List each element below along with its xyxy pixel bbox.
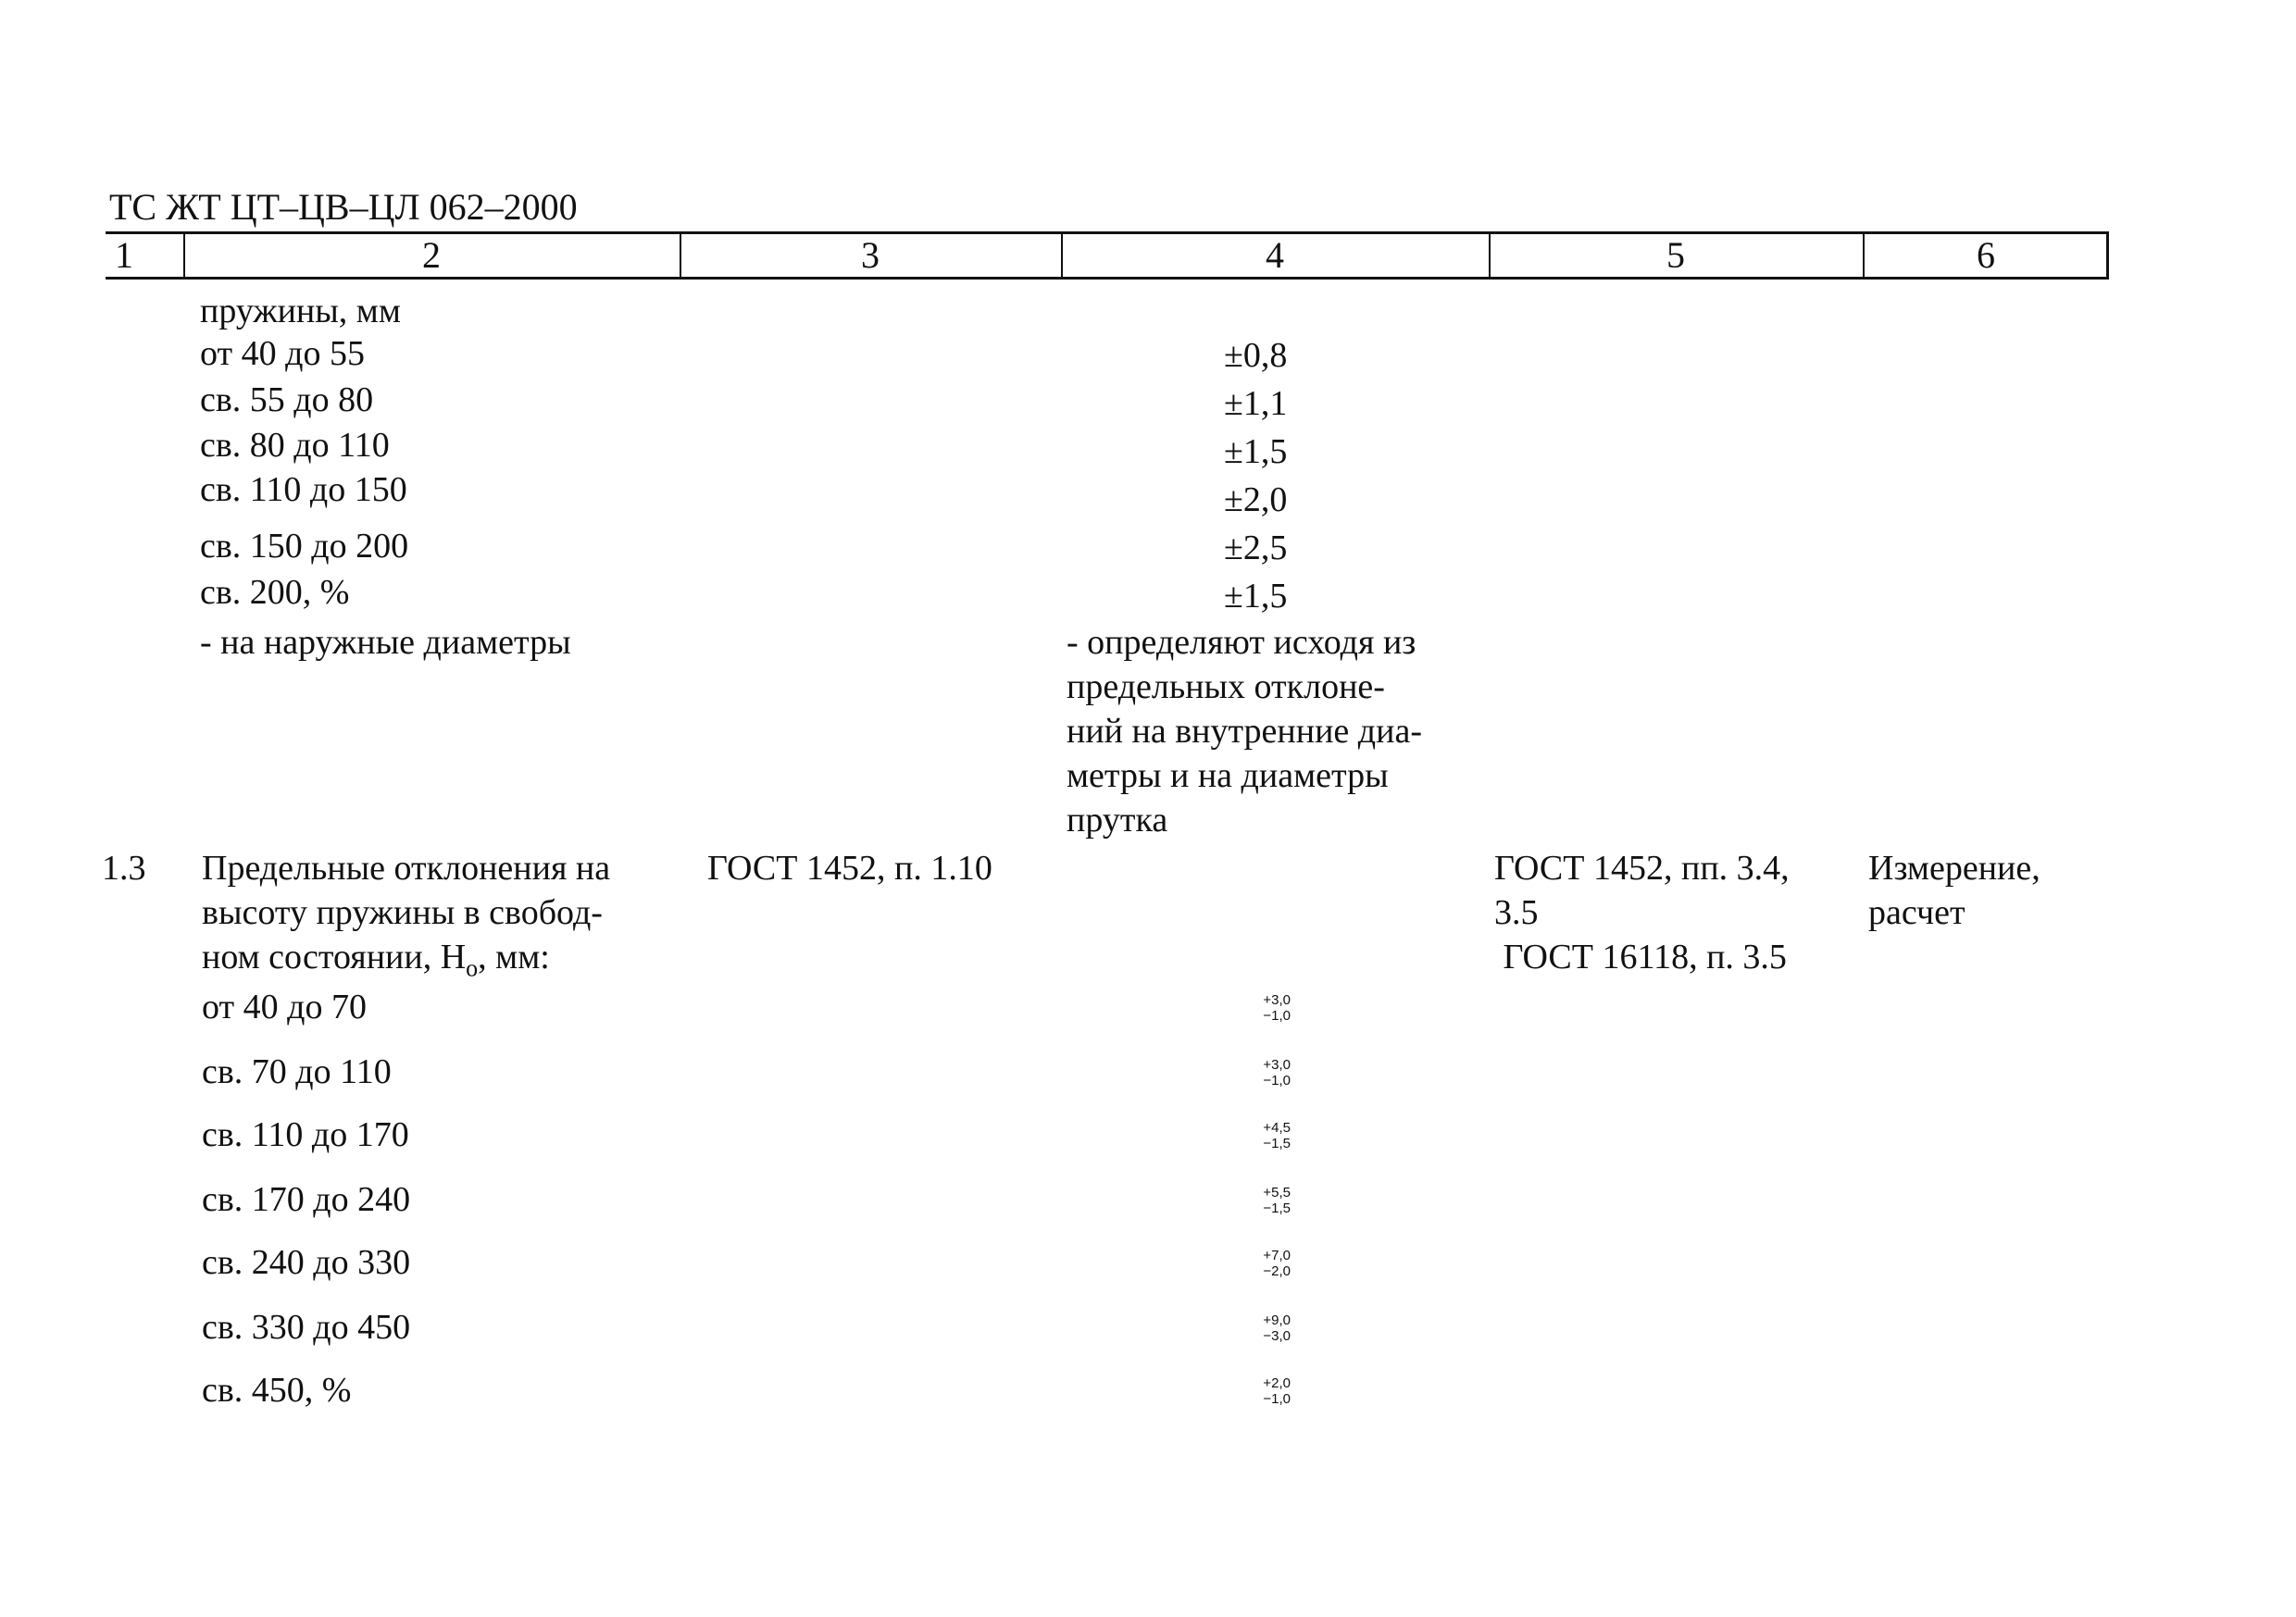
outer-note-line: прутка [1067, 801, 1168, 840]
section-title-line: высоту пружины в свобод- [202, 893, 603, 932]
row-number: 1.3 [102, 849, 146, 888]
tolerance-pair: +2,0 −1,0 [1263, 1375, 1291, 1407]
range-label: от 40 до 70 [202, 988, 367, 1026]
outer-diameter-label: - на наружные диаметры [200, 623, 571, 662]
control-method-line: Измерение, [1868, 849, 2040, 888]
section-title-line: ном состоянии, $H_о$, мм: [202, 938, 550, 982]
range-label: св. 150 до 200 [200, 527, 409, 566]
range-label: св. 55 до 80 [200, 380, 374, 419]
outer-note-line: - определяют исходя из [1067, 623, 1416, 662]
column-header-4: 4 [1266, 234, 1284, 276]
range-label: св. 110 до 150 [200, 470, 407, 509]
column-header-2: 2 [422, 234, 441, 276]
method-reference-line: ГОСТ 16118, п. 3.5 [1494, 938, 1787, 976]
tolerance-pair: +3,0 −1,0 [1263, 992, 1291, 1024]
section-title-line: Предельные отклонения на [202, 849, 611, 888]
tolerance-pair: +9,0 −3,0 [1263, 1312, 1291, 1344]
tolerance-pair: +7,0 −2,0 [1263, 1248, 1291, 1279]
range-label: от 40 до 55 [200, 334, 365, 373]
tolerance-pair: +5,5 −1,5 [1263, 1185, 1291, 1216]
column-header-1: 1 [115, 234, 133, 276]
column-header-5: 5 [1666, 234, 1685, 276]
standard-reference: ГОСТ 1452, п. 1.10 [707, 849, 992, 888]
column-header-3: 3 [861, 234, 880, 276]
range-label: св. 80 до 110 [200, 426, 390, 465]
range-label: св. 200, % [200, 573, 350, 612]
control-method-line: расчет [1868, 893, 1965, 932]
tolerance-value: ±2,0 [1224, 480, 1288, 519]
tolerance-pair: +4,5 −1,5 [1263, 1120, 1291, 1151]
tolerance-value: ±1,5 [1224, 432, 1288, 471]
column-header-6: 6 [1977, 234, 1995, 276]
range-label: св. 240 до 330 [202, 1243, 411, 1282]
range-label: св. 70 до 110 [202, 1052, 392, 1091]
outer-note-line: метры и на диаметры [1067, 756, 1389, 795]
outer-note-line: ний на внутренние диа- [1067, 712, 1422, 751]
method-reference-line: 3.5 [1494, 893, 1539, 932]
document-code: ТС ЖТ ЦТ–ЦВ–ЦЛ 062–2000 [109, 186, 578, 228]
tolerance-value: ±0,8 [1224, 336, 1288, 375]
range-label: св. 330 до 450 [202, 1308, 411, 1347]
range-label: св. 170 до 240 [202, 1180, 411, 1219]
tolerance-value: ±2,5 [1224, 529, 1288, 567]
range-label: св. 450, % [202, 1371, 352, 1410]
tolerance-value: ±1,1 [1224, 384, 1288, 423]
tolerance-value: ±1,5 [1224, 577, 1288, 616]
method-reference-line: ГОСТ 1452, пп. 3.4, [1494, 849, 1790, 888]
outer-note-line: предельных отклоне- [1067, 667, 1385, 706]
range-label: св. 110 до 170 [202, 1115, 409, 1154]
tolerance-pair: +3,0 −1,0 [1263, 1057, 1291, 1088]
prev-section-heading: пружины, мм [200, 292, 401, 330]
